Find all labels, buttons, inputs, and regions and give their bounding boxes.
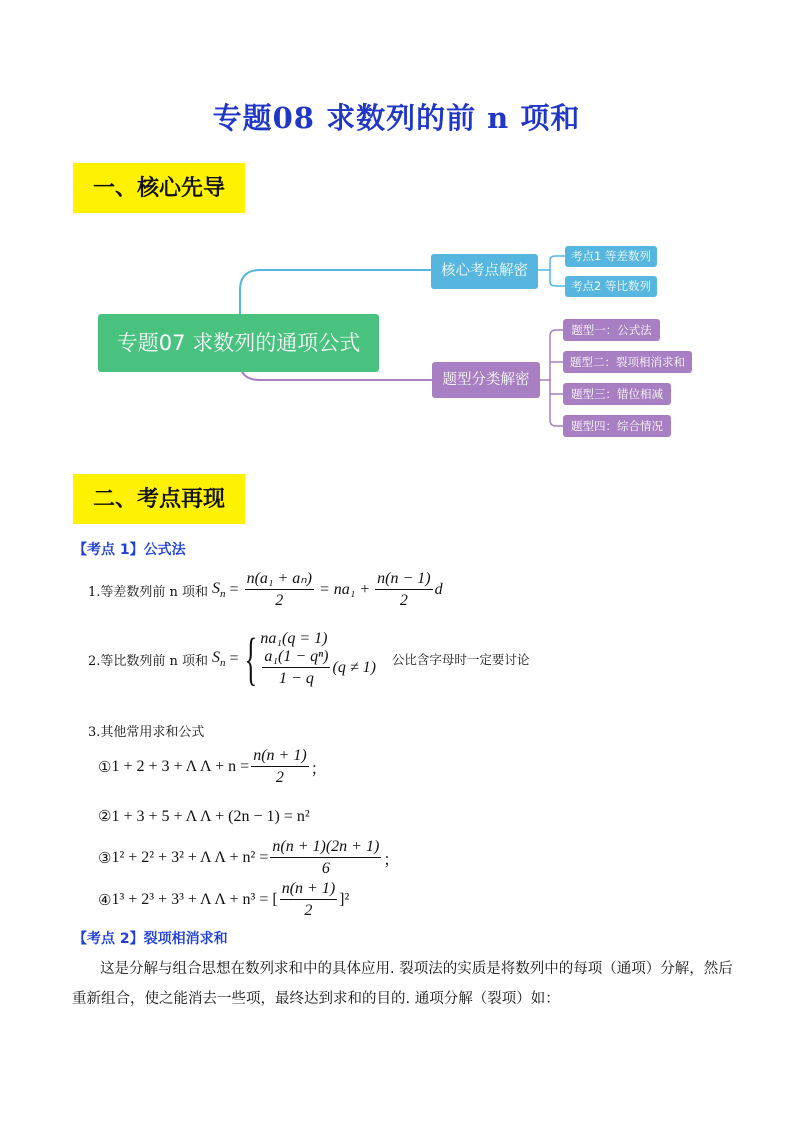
equation-3-lhs: 1² + 2² + 3² + Λ Λ + n² = (111, 849, 269, 866)
branch-node-core: 核心考点解密 (431, 254, 538, 289)
equation-3 (98, 838, 399, 878)
leaf-tixing-1: 题型一：公式法 (563, 319, 660, 341)
formula-2-cond: (q ≠ 1) (332, 659, 376, 676)
equation-1-tail: ； (310, 760, 327, 778)
section-heading-core: 一、核心先导 (73, 163, 245, 213)
mind-map (0, 0, 793, 460)
leaf-tixing-3: 题型三：错位相减 (563, 383, 671, 405)
formula-1-frac-2: $\frac{n(n - 1)}{2}$ (377, 570, 431, 609)
equation-4-marker: ④ (98, 892, 112, 909)
formula-3-heading: 3.其他常用求和公式 (88, 725, 205, 740)
equation-4-tail: ]² (339, 891, 350, 908)
leaf-tixing-2: 题型二：裂项相消求和 (563, 351, 692, 373)
formula-1-S: $S_n$ (212, 579, 226, 601)
paragraph-line-1: 这是分解与组合思想在数列求和中的具体应用. 裂项法的实质是将数列中的每项（通项）分解，然后 (100, 961, 733, 977)
equation-1-frac: $\frac{n(n + 1)}{2}$ (253, 747, 307, 786)
connector-tixing3 (550, 380, 563, 394)
kaodian-1-tag: 【考点 1】 (73, 542, 144, 558)
kaodian-2-heading (73, 928, 228, 948)
formula-2-note: 公比含字母时一定要讨论 (391, 652, 530, 667)
equation-2 (98, 806, 310, 826)
paragraph-line-2: 重新组合，使之能消去一些项，最终达到求和的目的. 通项分解（裂项）如： (72, 991, 560, 1007)
connector-root-branch1 (240, 270, 432, 315)
brace-icon: { (244, 626, 257, 691)
formula-1-prefix: 1.等差数列前 n 项和 (88, 584, 209, 600)
connector-tixing4 (550, 394, 563, 426)
formula-2-prefix: 2.等比数列前 n 项和 (88, 653, 209, 669)
connector-tixing1 (540, 330, 563, 380)
formula-2-frac: $\frac{\text{a₁(1 − qⁿ)}}{1 - q}$ (264, 648, 329, 687)
formula-2-cases (260, 630, 376, 688)
leaf-tixing-4: 题型四：综合情况 (563, 415, 671, 437)
root-node: 专题07 求数列的通项公式 (98, 314, 379, 372)
kaodian-2-tag: 【考点 2】 (73, 931, 144, 947)
equation-1-marker: ① (98, 759, 112, 776)
formula-1-tail: d (434, 581, 443, 598)
page-title: 专题08 求数列的前 n 项和 (212, 101, 581, 135)
equation-3-tail: ； (383, 851, 400, 869)
equation-4-lhs: 1³ + 2³ + 3³ + Λ Λ + n³ = [ (111, 891, 278, 908)
equation-1-lhs: 1 + 2 + 3 + Λ Λ + n = (111, 758, 250, 775)
kaodian-1-heading (73, 539, 186, 559)
formula-2-case-1: na₁(q = 1) (260, 630, 328, 647)
formula-1-mid: = na₁ + (318, 581, 371, 598)
formula-2-S: $S_n$ (212, 648, 226, 670)
equation-1 (98, 747, 327, 787)
equation-3-frac: $\frac{n(n + 1)(2n + 1)}{6}$ (272, 838, 380, 877)
connector-kaodian2 (550, 270, 565, 286)
formula-geometric-sum: 2.等比数列前 n 项和 $S_n$ = { na₁(q = 1) $\frac{\text{a₁(1 − qⁿ)}}{1 - q}$ (q ≠ 1) 公比含字母时一定要讨论 (88, 626, 530, 691)
leaf-kaodian-1: 考点1 等差数列 (565, 246, 657, 267)
formula-1-frac-1: $\frac{\text{n(a₁ + aₙ)}}{2}$ (246, 570, 312, 609)
formula-arithmetic-sum: 1.等差数列前 n 项和 $S_n$ = $\frac{\text{n(a₁ + aₙ)}}{2}$ = na₁ + $\frac{n(n - 1)}{2}$ d (88, 570, 443, 609)
connector-kaodian1 (538, 256, 565, 270)
equation-2-marker: ② (98, 809, 112, 825)
branch-node-types: 题型分类解密 (432, 362, 540, 398)
kaodian-2-label: 裂项相消求和 (143, 931, 228, 947)
equation-4 (98, 880, 349, 920)
equation-4-frac: $\frac{n(n + 1)}{2}$ (281, 880, 336, 919)
equation-2-lhs: 1 + 3 + 5 + Λ Λ + (2n − 1) = n² (111, 808, 310, 825)
leaf-kaodian-2: 考点2 等比数列 (565, 276, 657, 297)
section-heading-review: 二、考点再现 (73, 474, 245, 524)
kaodian-1-label: 公式法 (143, 542, 186, 558)
mind-map-connectors (0, 0, 793, 460)
equation-3-marker: ③ (98, 850, 112, 867)
